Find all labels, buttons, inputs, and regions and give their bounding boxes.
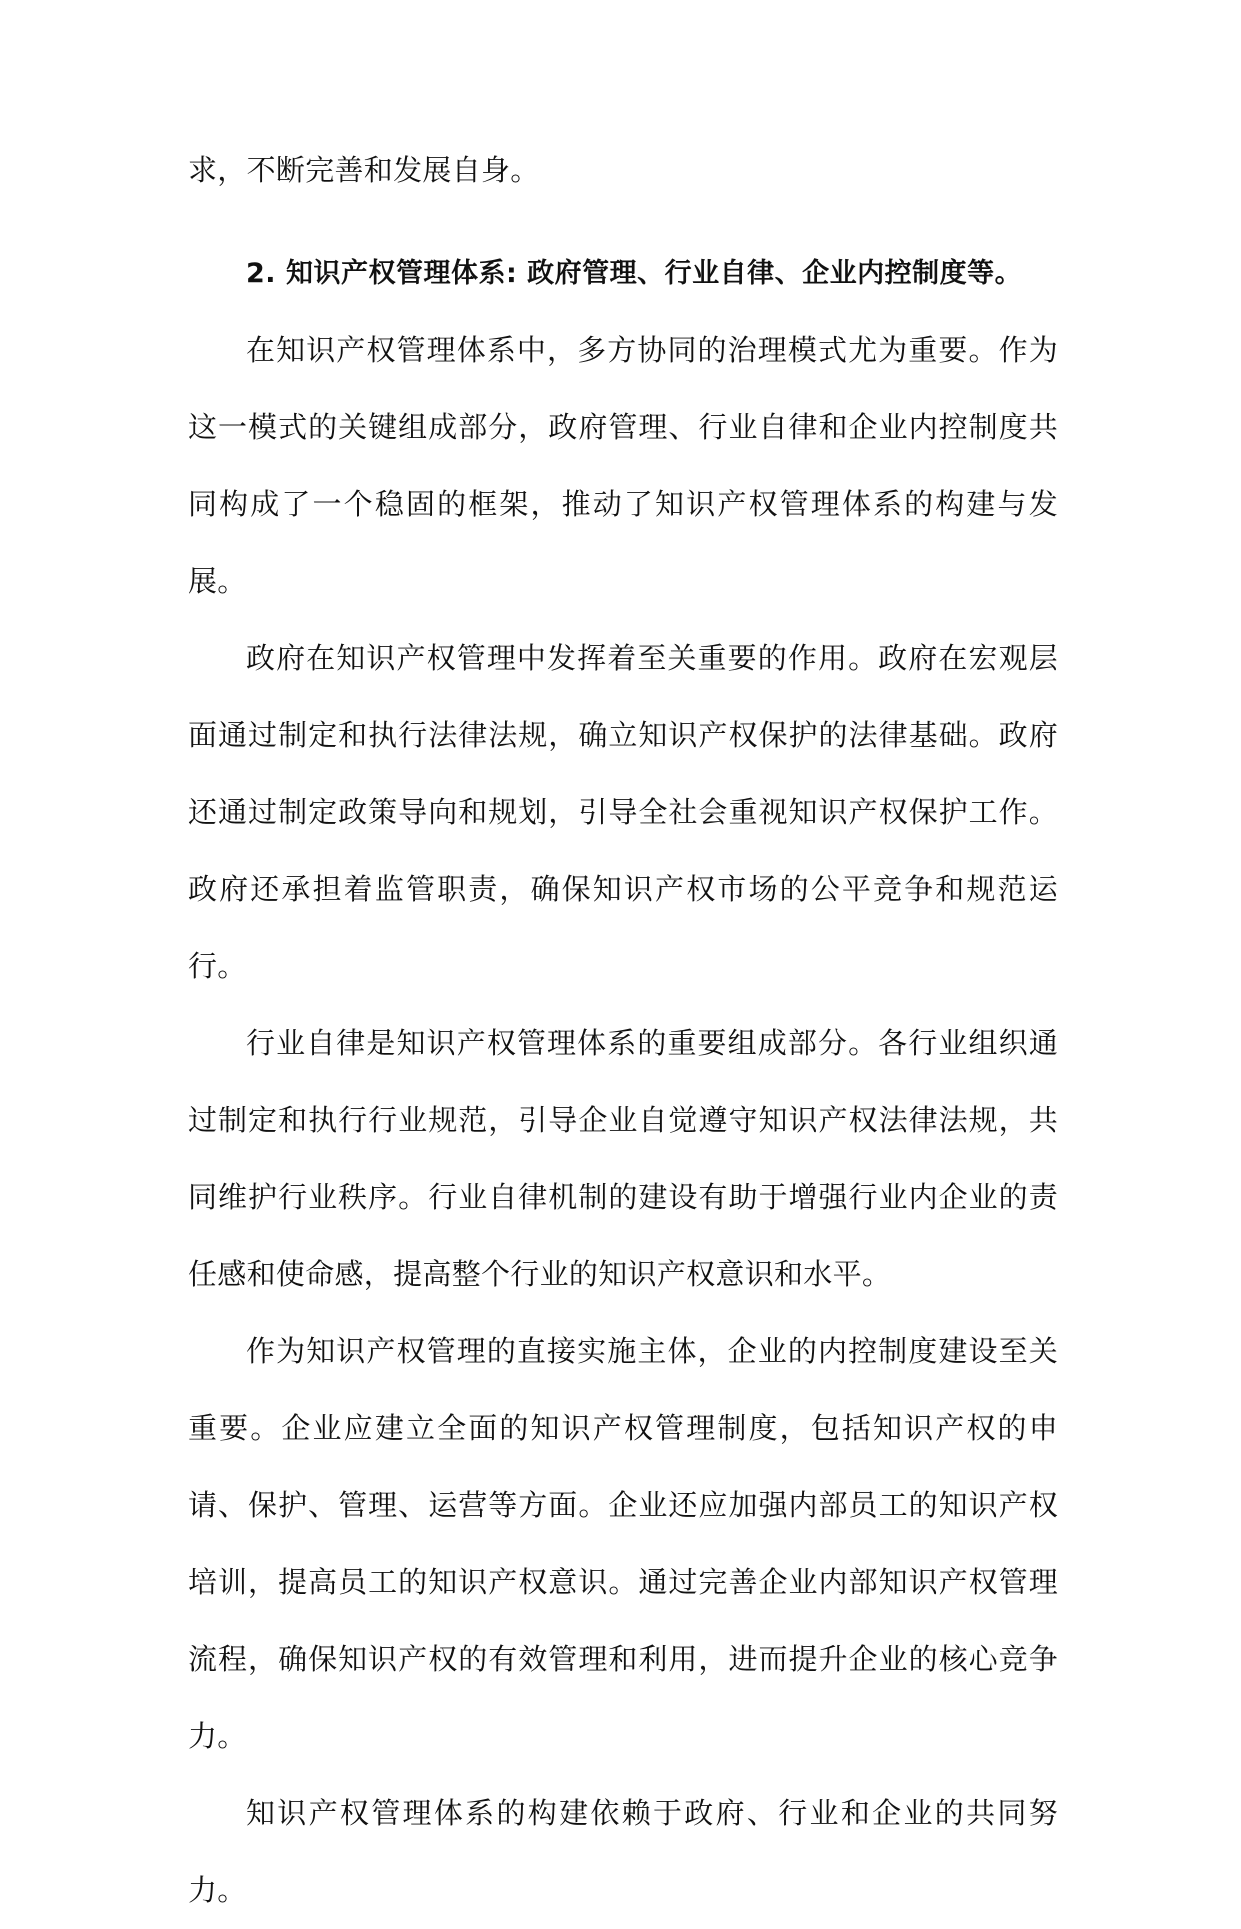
section-heading: 2. 知识产权管理体系: 政府管理、行业自律、企业内控制度等。 xyxy=(246,258,1023,289)
paragraph-conclusion: 知识产权管理体系的构建依赖于政府、行业和企业的共同努力。 xyxy=(188,1796,1058,1907)
document-page xyxy=(188,132,1058,1929)
paragraph-governance-model: 在知识产权管理体系中，多方协同的治理模式尤为重要。作为这一模式的关键组成部分，政府管理、行业自律和企业内控制度共同构成了一个稳固的框架，推动了知识产权管理体系的构建与发展。 xyxy=(188,333,1058,598)
paragraph-government-role: 政府在知识产权管理中发挥着至关重要的作用。政府在宏观层面通过制定和执行法律法规，确立知识产权保护的法律基础。政府还通过制定政策导向和规划，引导全社会重视知识产权保护工作。政府还承担着监管职责，确保知识产权市场的公平竞争和规范运行。 xyxy=(188,641,1058,983)
paragraph-enterprise-internal-control: 作为知识产权管理的直接实施主体，企业的内控制度建设至关重要。企业应建立全面的知识产权管理制度，包括知识产权的申请、保护、管理、运营等方面。企业还应加强内部员工的知识产权培训，提高员工的知识产权意识。通过完善企业内部知识产权管理流程，确保知识产权的有效管理和利用，进而提升企业的核心竞争力。 xyxy=(188,1334,1058,1753)
paragraph-industry-self-regulation: 行业自律是知识产权管理体系的重要组成部分。各行业组织通过制定和执行行业规范，引导企业自觉遵守知识产权法律法规，共同维护行业秩序。行业自律机制的建设有助于增强行业内企业的责任感和使命感，提高整个行业的知识产权意识和水平。 xyxy=(188,1026,1058,1291)
continuation-text: 求，不断完善和发展自身。 xyxy=(188,153,540,187)
